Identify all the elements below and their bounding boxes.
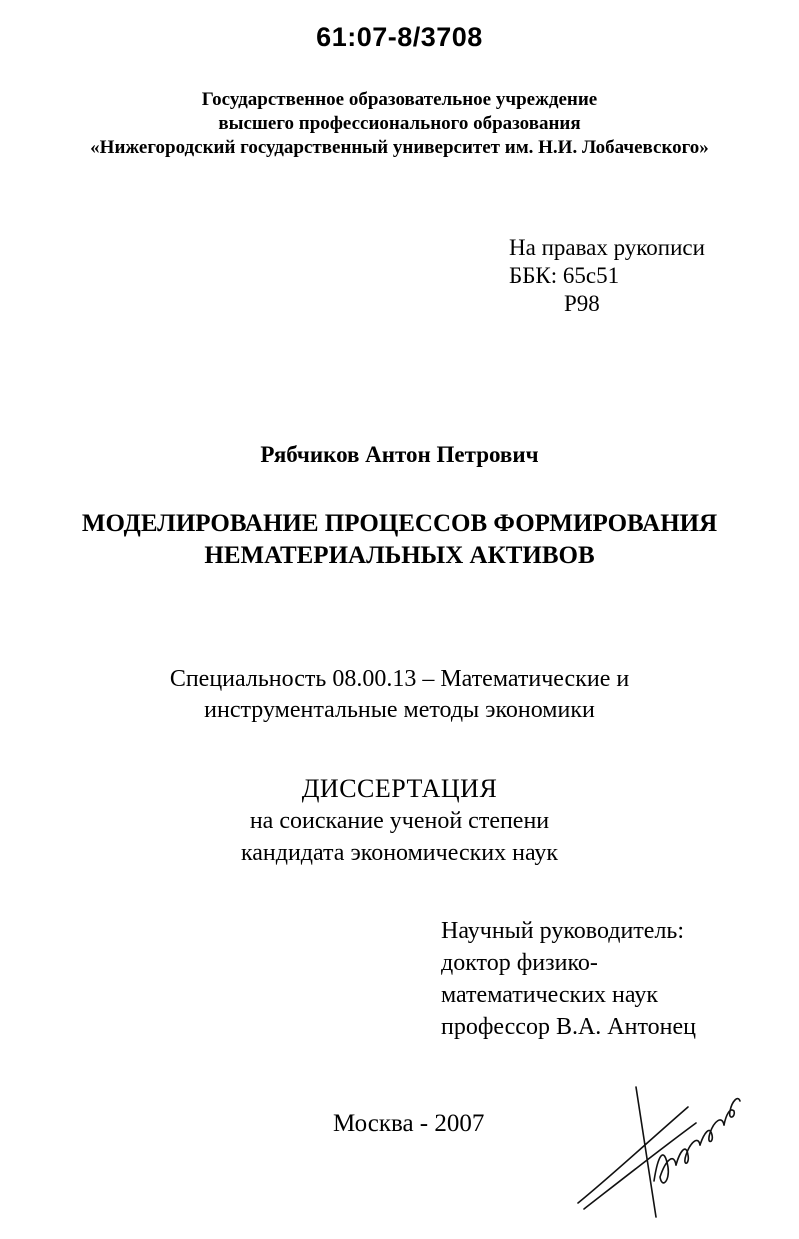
institution-line-3: «Нижегородский государственный университет им. Н.И. Лобачевского» (90, 137, 709, 158)
supervisor-label: Научный руководитель: (441, 918, 685, 944)
supervisor-degree-1: доктор физико- (441, 950, 598, 976)
signature-icon (570, 1085, 745, 1225)
specialty-line-1: Специальность 08.00.13 – Математические и (169, 666, 630, 692)
catalog-number: 61:07-8/3708 (316, 22, 483, 52)
supervisor-block (441, 915, 696, 1043)
specialty-line-2: инструментальные методы экономики (204, 697, 595, 723)
degree-line-1: на соискание ученой степени (249, 808, 550, 834)
specialty-block (0, 664, 799, 726)
institution-line-2: высшего профессионального образования (218, 113, 581, 134)
dissertation-heading: ДИССЕРТАЦИЯ (301, 774, 498, 803)
author-code: Р98 (564, 291, 600, 316)
dissertation-block (0, 773, 799, 869)
degree-line-2: кандидата экономических наук (240, 840, 559, 866)
manuscript-rights: На правах рукописи (509, 235, 705, 260)
bbk-code: ББК: 65с51 (509, 263, 620, 288)
title-line-1: МОДЕЛИРОВАНИЕ ПРОЦЕССОВ ФОРМИРОВАНИЯ (81, 510, 718, 537)
dissertation-title (0, 508, 799, 572)
institution-line-1: Государственное образовательное учреждение (201, 89, 598, 110)
supervisor-degree-2: математических наук (441, 982, 658, 1008)
author-name: Рябчиков Антон Петрович (260, 442, 539, 467)
city-year: Москва - 2007 (333, 1110, 485, 1137)
institution-block (0, 88, 799, 160)
title-line-2: НЕМАТЕРИАЛЬНЫХ АКТИВОВ (204, 542, 595, 569)
supervisor-name: профессор В.А. Антонец (441, 1014, 696, 1040)
rights-block (509, 234, 705, 318)
